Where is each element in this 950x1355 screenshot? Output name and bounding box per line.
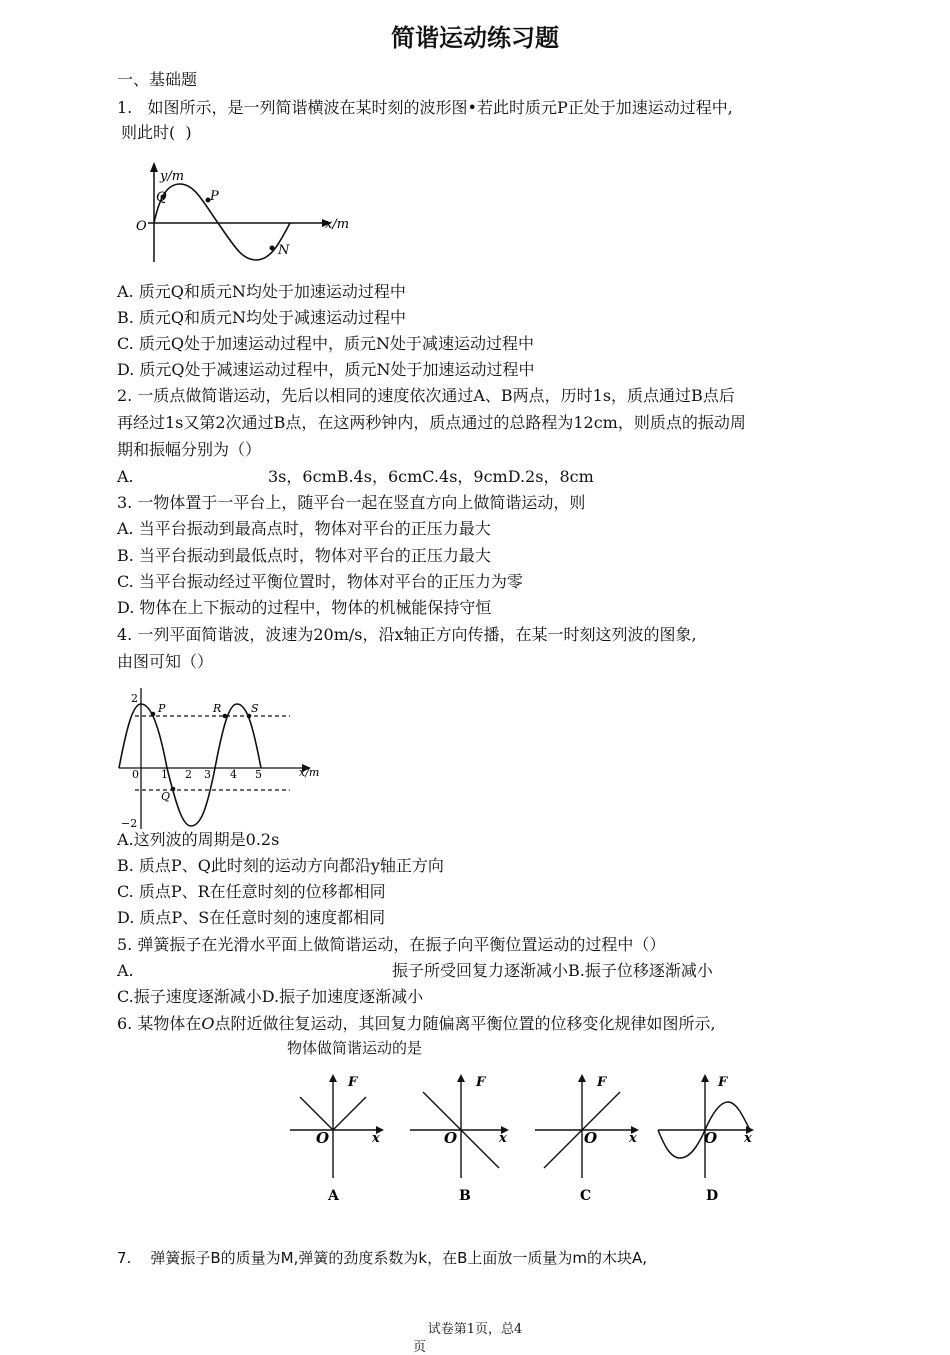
q1-option-d: D. 质元Q处于减速运动过程中，质元N处于加速运动过程中 xyxy=(117,360,535,379)
q6-graph-b-label: B xyxy=(459,1188,471,1204)
q6-graph-a-label: A xyxy=(328,1188,339,1204)
q6-graph-c xyxy=(535,1074,639,1204)
q2-stem-line3: 期和振幅分别为（） xyxy=(117,440,262,459)
q3-stem: 3. 一物体置于一平台上，随平台一起在竖直方向上做简谐运动，则 xyxy=(117,493,586,512)
q1-point-n-label: N xyxy=(278,243,290,258)
q4-x-axis-label: x/m xyxy=(299,766,320,779)
q6-graph-b-f-label: F xyxy=(476,1075,486,1090)
q4-x-tick-2: 2 xyxy=(185,768,192,781)
q6-graph-a-o-label: O xyxy=(316,1129,330,1147)
q6-stem-line1 xyxy=(117,1014,716,1034)
q6-graph-d-f-label: F xyxy=(718,1075,728,1090)
q5-stem: 5. 弹簧振子在光滑水平面上做简谐运动，在振子向平衡位置运动的过程中（） xyxy=(117,935,666,954)
page-footer: 试卷第1页，总4 xyxy=(427,1322,523,1337)
q1-point-q-label: Q xyxy=(156,190,167,205)
q6-stem-line2: 物体做简谐运动的是 xyxy=(287,1039,423,1057)
q6-graph-c-f-label: F xyxy=(597,1075,607,1090)
section-heading: 一、基础题 xyxy=(117,70,198,89)
q6-graph-b xyxy=(410,1074,509,1204)
q6-graph-d-o-label: O xyxy=(704,1129,718,1147)
q6-graph-b-o-label: O xyxy=(444,1129,458,1147)
q6-graph-c-o-label: O xyxy=(584,1129,598,1147)
q6-graph-d xyxy=(658,1074,754,1204)
q3-option-b: B. 当平台振动到最低点时，物体对平台的正压力最大 xyxy=(117,546,491,565)
q4-point-r-label: R xyxy=(213,702,222,715)
q4-point-q-label: Q xyxy=(161,790,171,803)
q2-stem-line2: 再经过1s又第2次通过B点，在这两秒钟内，质点通过的总路程为12cm，则质点的振动周 xyxy=(117,413,746,432)
q5-options-ab: 振子所受回复力逐渐减小B.振子位移逐渐减小 xyxy=(392,961,713,980)
q7-stem: 7. 弹簧振子B的质量为M,弹簧的劲度系数为k，在B上面放一质量为m的木块A, xyxy=(117,1249,648,1267)
q6-graph-a-f-label: F xyxy=(348,1075,358,1090)
q3-option-a: A. 当平台振动到最高点时，物体对平台的正压力最大 xyxy=(117,519,491,538)
q6-graph-b-x-label: x xyxy=(499,1131,507,1146)
q1-x-axis-label: x/m xyxy=(325,217,350,232)
q6-stem-post: 点附近做往复运动，其回复力随偏离平衡位置的位移变化规律如图所示, xyxy=(214,1014,716,1033)
q4-y-top-label: 2 xyxy=(131,692,138,705)
q1-stem-line1: 1. 如图所示，是一列简谐横波在某时刻的波形图•若此时质元P正处于加速运动过程中, xyxy=(117,98,733,117)
q3-option-d: D. 物体在上下振动的过程中，物体的机械能保持守恒 xyxy=(117,598,492,617)
q4-option-c: C. 质点P、R在任意时刻的位移都相同 xyxy=(117,882,386,901)
q6-graph-a xyxy=(290,1074,384,1204)
q1-option-b: B. 质元Q和质元N均处于减速运动过程中 xyxy=(117,308,407,327)
q1-stem-line2: 则此时( ) xyxy=(121,123,192,142)
q4-x-tick-5: 5 xyxy=(255,768,262,781)
q6-graph-c-label: C xyxy=(580,1188,592,1204)
q1-y-axis-label: y/m xyxy=(160,169,185,184)
q4-x-tick-4: 4 xyxy=(230,768,237,781)
q4-option-d: D. 质点P、S在任意时刻的速度都相同 xyxy=(117,908,386,927)
q4-x-tick-1: 1 xyxy=(161,768,168,781)
q2-option-label: A. xyxy=(117,467,134,486)
q6-stem-pre: 6. 某物体在 xyxy=(117,1014,202,1033)
q4-point-s-label: S xyxy=(251,702,259,715)
q6-graphs-figure xyxy=(280,1070,770,1210)
q5-options-cd: C.振子速度逐渐减小D.振子加速度逐渐减小 xyxy=(117,987,424,1006)
q6-graph-c-x-label: x xyxy=(629,1131,637,1146)
q2-stem-line1: 2. 一质点做简谐运动，先后以相同的速度依次通过A、B两点，历时1s，质点通过B点后 xyxy=(117,386,735,405)
q6-stem-o: O xyxy=(201,1014,215,1033)
q4-x-tick-0: 0 xyxy=(132,768,139,781)
q4-y-bottom-label: −2 xyxy=(121,817,138,830)
q1-option-a: A. 质元Q和质元N均处于加速运动过程中 xyxy=(117,282,406,301)
q1-point-p-label: P xyxy=(210,189,219,204)
q6-graph-a-x-label: x xyxy=(372,1131,380,1146)
q4-x-tick-3: 3 xyxy=(204,768,211,781)
q1-option-c: C. 质元Q处于加速运动过程中，质元N处于减速运动过程中 xyxy=(117,334,534,353)
q1-origin-label: O xyxy=(136,219,147,234)
q5-option-label: A. xyxy=(117,961,134,980)
q3-option-c: C. 当平台振动经过平衡位置时，物体对平台的正压力为零 xyxy=(117,572,523,591)
q4-option-b: B. 质点P、Q此时刻的运动方向都沿y轴正方向 xyxy=(117,856,444,875)
page-footer-line2: 页 xyxy=(413,1340,427,1355)
q6-graph-d-label: D xyxy=(706,1188,719,1204)
q2-options: 3s，6cmB.4s，6cmC.4s，9cmD.2s，8cm xyxy=(268,467,594,486)
q4-stem-line2: 由图可知（） xyxy=(117,652,214,671)
q4-point-p-label: P xyxy=(158,702,166,715)
q4-stem-line1: 4. 一列平面简谐波，波速为20m/s，沿x轴正方向传播，在某一时刻这列波的图象, xyxy=(117,625,697,644)
page-title: 简谐运动练习题 xyxy=(391,24,559,52)
q4-option-a: A.这列波的周期是0.2s xyxy=(117,830,280,849)
q1-wave-figure xyxy=(130,160,360,265)
q4-wave-figure xyxy=(115,686,330,831)
q6-graph-d-x-label: x xyxy=(744,1131,752,1146)
